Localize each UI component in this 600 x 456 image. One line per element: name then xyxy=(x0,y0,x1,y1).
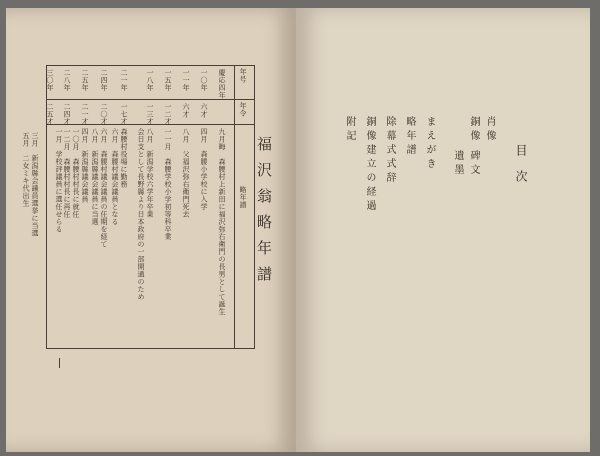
header-events: 略年譜 xyxy=(239,186,247,209)
toc-item: 銅像 xyxy=(468,116,479,144)
row-event: 六月 森腰村議会議員となる xyxy=(111,128,119,226)
row-age: 六才 xyxy=(182,103,190,118)
row-era: 二四年 xyxy=(100,69,108,92)
row-era: 二五年 xyxy=(81,69,89,92)
row-era: 一一年 xyxy=(182,69,190,92)
row-event: 一〇月 森腰村村長に就任 xyxy=(72,128,80,218)
toc-item: 肖像 xyxy=(484,116,495,144)
row-age: 二四才 xyxy=(63,103,71,126)
row-age: 一三才 xyxy=(146,103,154,126)
row-event: 一一月 森腰学校小学初等科卒業 xyxy=(164,128,172,241)
row-era: 一八年 xyxy=(146,69,154,92)
table-rule xyxy=(47,99,254,100)
right-page xyxy=(296,8,590,452)
row-event: 一月 学校評議員に選任せらる xyxy=(55,128,63,233)
toc-item: 附記 xyxy=(344,116,355,144)
row-event: 森腰村役場に勤務 xyxy=(120,128,128,188)
header-year: 年号 xyxy=(239,68,247,83)
row-era: 一五年 xyxy=(164,69,172,92)
toc-item: 略年譜 xyxy=(404,116,415,158)
row-age: 二一才 xyxy=(81,103,89,126)
toc-item: 除幕式式辞 xyxy=(384,116,395,186)
column-rule xyxy=(234,66,235,348)
row-era: 二八年 xyxy=(63,69,71,92)
row-event: 四月 新潟縣議会議員 xyxy=(81,128,89,203)
row-era: 三〇年 xyxy=(46,69,54,92)
row-age: 六才 xyxy=(200,103,208,118)
toc-item: 銅像建立の経過 xyxy=(364,116,375,214)
row-era: 慶応四年 xyxy=(218,69,226,99)
row-age: 一二才 xyxy=(164,103,172,126)
row-age: 二〇才 xyxy=(100,103,108,126)
row-event: 三月 新潟縣会議員選挙に当選 xyxy=(31,132,39,237)
toc-heading: 目次 xyxy=(514,144,528,196)
row-event: 八月 父福沢弥右衛門死去 xyxy=(182,128,190,218)
row-event: 会日支として長野縣より日本政府の一部開通のため xyxy=(137,128,145,301)
left-page xyxy=(6,8,296,452)
row-age: 二五才 xyxy=(46,103,54,126)
page-title: 福沢翁略年譜 xyxy=(255,136,273,292)
row-event: 九月晦 森腰村上新田に福沢弥右衛門の長男として誕生 xyxy=(218,128,226,316)
page-mark xyxy=(59,358,60,368)
row-era: 二一年 xyxy=(120,69,128,92)
header-age: 年令 xyxy=(239,102,247,117)
row-age: 一七才 xyxy=(120,103,128,126)
row-era: 一〇年 xyxy=(200,69,208,92)
toc-item: まえがき xyxy=(424,116,435,172)
row-event: 六月 森腰村議会議員の任期を経て xyxy=(100,128,108,248)
row-event: 四月 森腰小学校に入学 xyxy=(200,128,208,211)
row-event: 八月 新潟学校六学年卒業 xyxy=(146,128,154,218)
row-event: 五月 二女ミキ代出生 xyxy=(22,132,30,207)
toc-item: 碑文 xyxy=(468,150,479,178)
chronology-table xyxy=(46,65,255,349)
toc-item: 遺墨 xyxy=(452,150,463,178)
row-event: 八月 新潟縣議会議員に当選 xyxy=(91,128,99,226)
row-event: 一二月 森腰村村長に再任 xyxy=(63,128,71,218)
